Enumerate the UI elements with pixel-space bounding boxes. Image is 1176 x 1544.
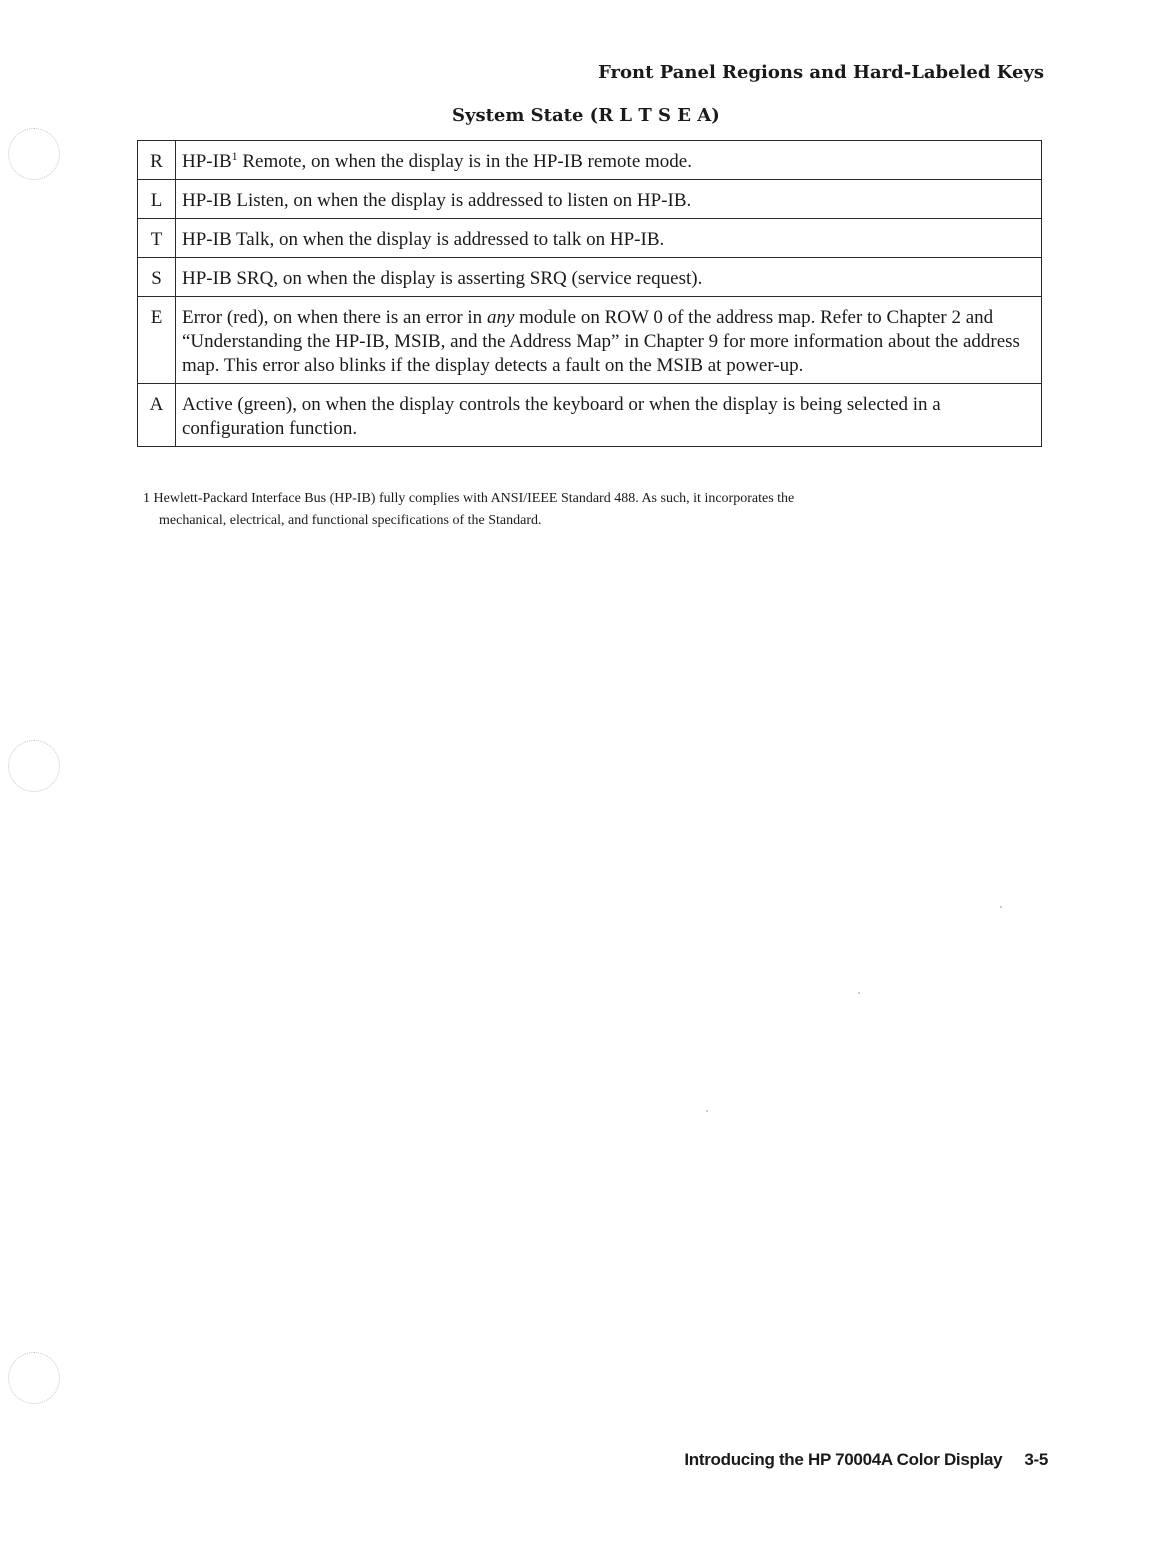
description-text: Error (red), on when there is an error in — [182, 307, 487, 328]
state-description — [176, 297, 1042, 384]
state-description — [176, 141, 1042, 180]
state-code: A — [138, 384, 176, 447]
description-text: module on ROW 0 of the address map. Refer to Chapter 2 and “Understanding the HP-IB, MSIB, and the Address Map” in Chapter 9 for more information about the address map. This error also blinks if the display detects a fault on the MSIB at power-up. — [182, 307, 1020, 376]
state-code: R — [138, 141, 176, 180]
table-row — [138, 141, 1042, 180]
state-code: S — [138, 258, 176, 297]
state-code: L — [138, 180, 176, 219]
table-row — [138, 180, 1042, 219]
state-code: E — [138, 297, 176, 384]
table-row — [138, 219, 1042, 258]
scan-speck — [1000, 906, 1002, 908]
footnote-line: 1 Hewlett-Packard Interface Bus (HP-IB) fully complies with ANSI/IEEE Standard 488. As such, it incorporates the — [143, 491, 795, 506]
description-text: HP-IB — [182, 151, 232, 172]
table-row — [138, 258, 1042, 297]
system-state-table — [137, 140, 1042, 447]
footnote-line: mechanical, electrical, and functional specifications of the Standard. — [159, 513, 542, 528]
state-description: HP-IB Talk, on when the display is addressed to talk on HP-IB. — [176, 219, 1042, 258]
state-code: T — [138, 219, 176, 258]
binder-hole-bottom — [8, 1352, 60, 1404]
page-footer — [684, 1450, 1048, 1470]
table-title: System State (R L T S E A) — [452, 105, 720, 126]
footer-title: Introducing the HP 70004A Color Display — [684, 1450, 1003, 1469]
scan-speck — [858, 992, 860, 994]
table-row — [138, 297, 1042, 384]
footnote — [143, 488, 1043, 532]
footnote-ref: 1 — [231, 149, 238, 163]
state-description: HP-IB Listen, on when the display is addressed to listen on HP-IB. — [176, 180, 1042, 219]
table-row — [138, 384, 1042, 447]
description-text: Remote, on when the display is in the HP-IB remote mode. — [237, 151, 692, 172]
page-number: 3-5 — [1024, 1450, 1048, 1469]
state-description: Active (green), on when the display controls the keyboard or when the display is being selected in a configuration function. — [176, 384, 1042, 447]
binder-hole-top — [8, 128, 60, 180]
state-description: HP-IB SRQ, on when the display is asserting SRQ (service request). — [176, 258, 1042, 297]
running-head: Front Panel Regions and Hard-Labeled Keys — [598, 62, 1044, 83]
emphasis-text: any — [486, 307, 515, 328]
scan-speck — [706, 1110, 708, 1112]
binder-hole-middle — [8, 740, 60, 792]
